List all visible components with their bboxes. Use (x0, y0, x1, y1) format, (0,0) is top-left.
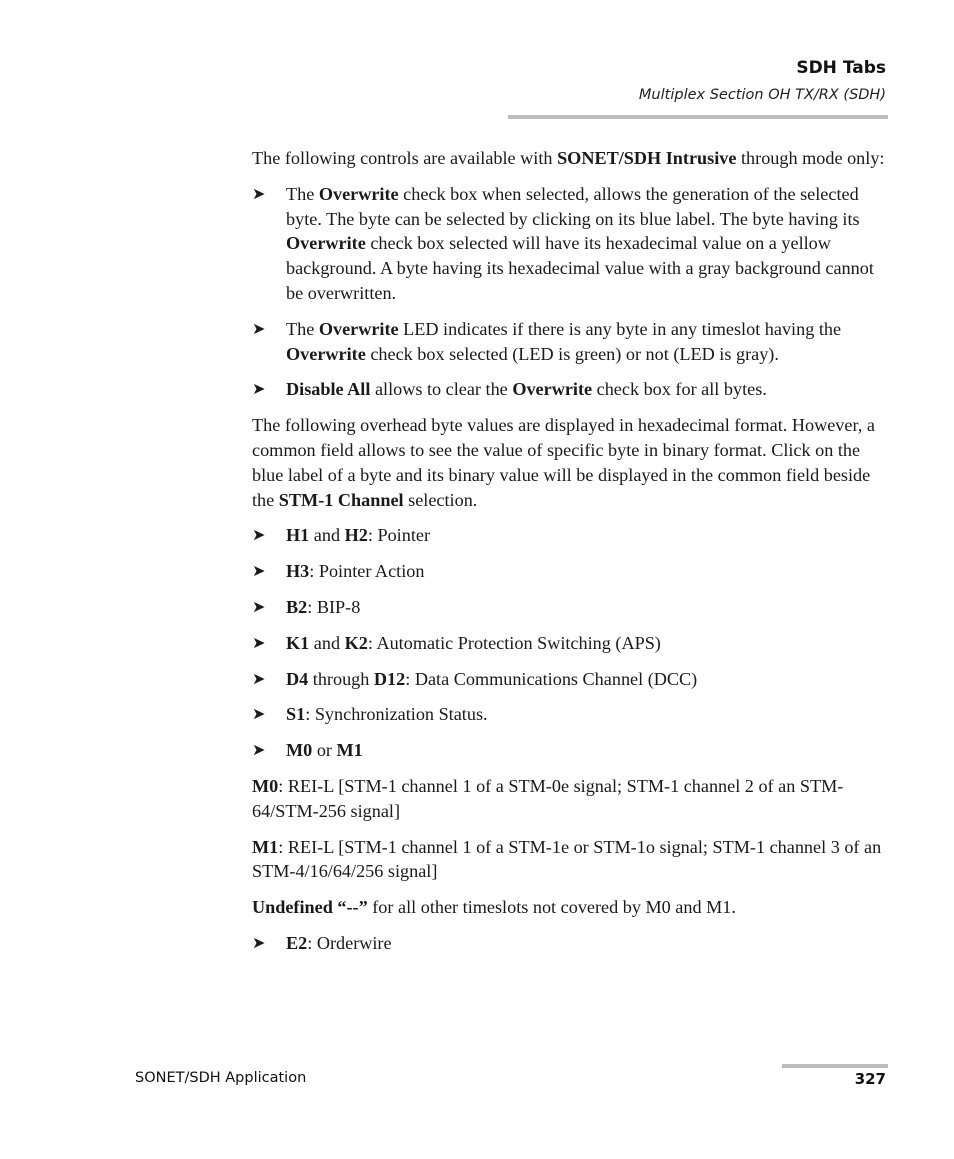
overwrite-led-item: ➤ The Overwrite LED indicates if there is any byte in any timeslot having the Overwrite check box selected (LED is green) or not (LED is gray). (252, 318, 842, 364)
bullet-arrow-icon: ➤ (252, 379, 266, 399)
page-number: 327 (854, 1070, 886, 1088)
controls-intro-paragraph: The following controls are available with SONET/SDH Intrusive through mode only: (252, 148, 885, 168)
bullet-arrow-icon: ➤ (252, 632, 266, 652)
section-subtitle: Multiplex Section OH TX/RX (SDH) (638, 87, 886, 103)
bullet-arrow-icon: ➤ (252, 932, 266, 952)
header-divider (508, 115, 888, 119)
bullet-arrow-icon: ➤ (252, 740, 266, 760)
byte-item-e2: ➤ E2: Orderwire (252, 931, 888, 956)
footer-divider (782, 1064, 888, 1068)
m1-description: M1: REI-L [STM-1 channel 1 of a STM-1e or STM-1o signal; STM-1 channel 3 of an STM-4/16/64/256 signal] (252, 836, 882, 882)
footer-document-title: SONET/SDH Application (135, 1070, 307, 1086)
byte-item-d4-d12: ➤ D4 through D12: Data Communications Channel (DCC) (252, 667, 888, 692)
bullet-arrow-icon: ➤ (252, 704, 266, 724)
byte-item-s1: ➤ S1: Synchronization Status. (252, 702, 888, 727)
page-body (252, 146, 888, 967)
bullet-arrow-icon: ➤ (252, 318, 266, 338)
bullet-arrow-icon: ➤ (252, 668, 266, 688)
disable-all-item: ➤ Disable All allows to clear the Overwrite check box for all bytes. (252, 377, 888, 402)
undefined-description: Undefined “--” for all other timeslots not covered by M0 and M1. (252, 897, 736, 918)
bullet-arrow-icon: ➤ (252, 525, 266, 545)
byte-values-intro-paragraph: The following overhead byte values are displayed in hexadecimal format. However, a common field allows to see the value of specific byte in binary format. Click on the blue label of a byte and its binary value will be displayed in the common field beside the STM-1 Channel selection. (252, 415, 875, 510)
overwrite-checkbox-item: ➤ The Overwrite check box when selected, allows the generation of the selected byte. The byte can be selected by clicking on its blue label. The byte having its Overwrite check box selected will have its hexadecimal value on a yellow background. A byte having its hexadecimal value with a gray background cannot be overwritten. (252, 183, 874, 303)
bullet-arrow-icon: ➤ (252, 183, 266, 203)
byte-item-h3: ➤ H3: Pointer Action (252, 559, 888, 584)
m0-description: M0: REI-L [STM-1 channel 1 of a STM-0e signal; STM-1 channel 2 of an STM-64/STM-256 signal] (252, 775, 844, 821)
byte-item-b2: ➤ B2: BIP-8 (252, 595, 888, 620)
bullet-arrow-icon: ➤ (252, 561, 266, 581)
byte-item-k1-k2: ➤ K1 and K2: Automatic Protection Switching (APS) (252, 631, 888, 656)
byte-item-h1-h2: ➤ H1 and H2: Pointer (252, 523, 888, 548)
section-title: SDH Tabs (796, 58, 886, 78)
byte-item-m0-m1: ➤ M0 or M1 (252, 738, 888, 763)
bullet-arrow-icon: ➤ (252, 596, 266, 616)
